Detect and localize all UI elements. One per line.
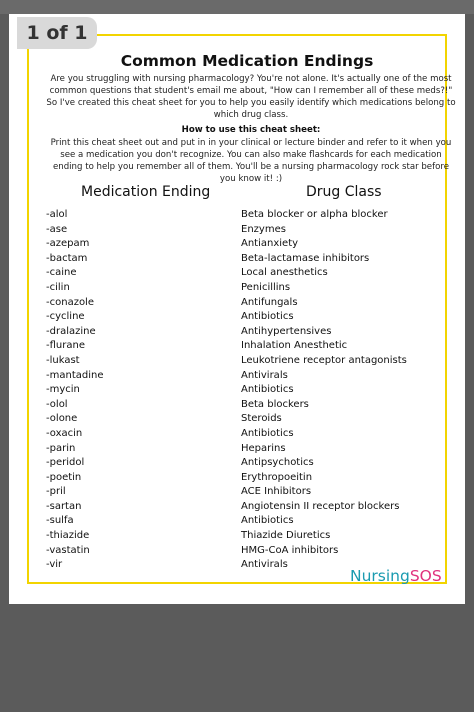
document-title: Common Medication Endings (120, 52, 374, 70)
intro-paragraph: Are you struggling with nursing pharmacology? You're not alone. It's actually one of the most common questions that student's email me about, "How can I remember all of these meds?!" So I've created this cheat sheet for you to help you easily identify which medications belong to which drug class. (46, 74, 456, 120)
medication-ending-item: -ase (46, 223, 68, 235)
drug-class-item: Antibiotics (241, 427, 294, 439)
drug-class-item: Antivirals (241, 369, 288, 381)
drug-class-item: Enzymes (241, 223, 286, 235)
medication-ending-item: -bactam (46, 252, 88, 264)
medication-ending-item: -oxacin (46, 427, 83, 439)
logo-nursing-text: Nursing (350, 567, 410, 585)
drug-class-item: Steroids (241, 413, 282, 425)
medication-ending-item: -vastatin (46, 544, 90, 556)
document-page (9, 14, 465, 604)
drug-class-item: Antianxiety (241, 238, 299, 250)
drug-class-item: Erythropoeitin (241, 471, 313, 483)
drug-class-item: Antifungals (241, 296, 298, 308)
medication-ending-item: -sulfa (46, 515, 74, 527)
page-indicator-badge: 1 of 1 (17, 17, 97, 49)
drug-class-item: Beta-lactamase inhibitors (241, 252, 370, 264)
drug-classes-list (241, 208, 407, 573)
medication-ending-item: -vir (46, 559, 63, 571)
medication-ending-item: -parin (46, 442, 76, 454)
drug-class-item: Beta blocker or alpha blocker (241, 209, 388, 220)
medication-ending-item: -olone (46, 413, 78, 425)
drug-class-item: Penicillins (241, 281, 291, 293)
medication-ending-item: -mantadine (46, 369, 104, 381)
medication-endings-list (46, 208, 103, 573)
drug-class-item: Antibiotics (241, 311, 294, 323)
medication-ending-item: -thiazide (46, 530, 90, 542)
drug-class-item: Angiotensin II receptor blockers (241, 500, 400, 512)
drug-class-item: Antibiotics (241, 515, 294, 527)
drug-class-item: Leukotriene receptor antagonists (241, 354, 407, 366)
drug-class-item: Thiazide Diuretics (241, 530, 331, 542)
medication-ending-item: -sartan (46, 500, 82, 512)
drug-class-item: ACE Inhibitors (241, 486, 312, 498)
viewer-toolbar (0, 0, 474, 14)
medication-ending-item: -cilin (46, 281, 70, 293)
drug-class-item: Antipsychotics (241, 457, 314, 469)
nursingsos-logo (350, 567, 442, 585)
drug-class-item: Antihypertensives (241, 325, 332, 337)
drug-class-item: Antibiotics (241, 384, 294, 396)
drug-class-item: Heparins (241, 442, 286, 454)
medication-ending-item: -conazole (46, 296, 94, 308)
medication-ending-item: -lukast (46, 354, 80, 366)
drug-class-header: Drug Class (306, 184, 382, 200)
medication-ending-header: Medication Ending (81, 184, 211, 200)
howto-heading: How to use this cheat sheet: (181, 125, 321, 135)
drug-class-item: Antivirals (241, 559, 288, 571)
drug-class-item: HMG-CoA inhibitors (241, 544, 339, 556)
logo-sos-text: SOS (409, 567, 442, 585)
drug-class-item: Beta blockers (241, 398, 309, 410)
medication-ending-item: -caine (46, 267, 77, 279)
medication-ending-item: -alol (46, 209, 68, 220)
medication-ending-item: -pril (46, 486, 66, 498)
medication-ending-item: -dralazine (46, 325, 96, 337)
medication-ending-item: -mycin (46, 384, 80, 396)
medication-ending-item: -azepam (46, 238, 90, 250)
drug-class-item: Local anesthetics (241, 267, 328, 279)
howto-paragraph: Print this cheat sheet out and put in in your clinical or lecture binder and refer to it when you see a medication you don't recognize. You can also make flashcards for each medication ending to help you remember all of them. You'll be a nursing pharmacology rock star before you know it! :) (50, 138, 452, 184)
medication-ending-item: -peridol (46, 457, 85, 469)
medication-ending-item: -flurane (46, 340, 85, 352)
medication-ending-item: -cycline (46, 311, 85, 323)
medication-ending-item: -poetin (46, 471, 82, 483)
drug-class-item: Inhalation Anesthetic (241, 340, 348, 352)
medication-ending-item: -olol (46, 398, 68, 410)
